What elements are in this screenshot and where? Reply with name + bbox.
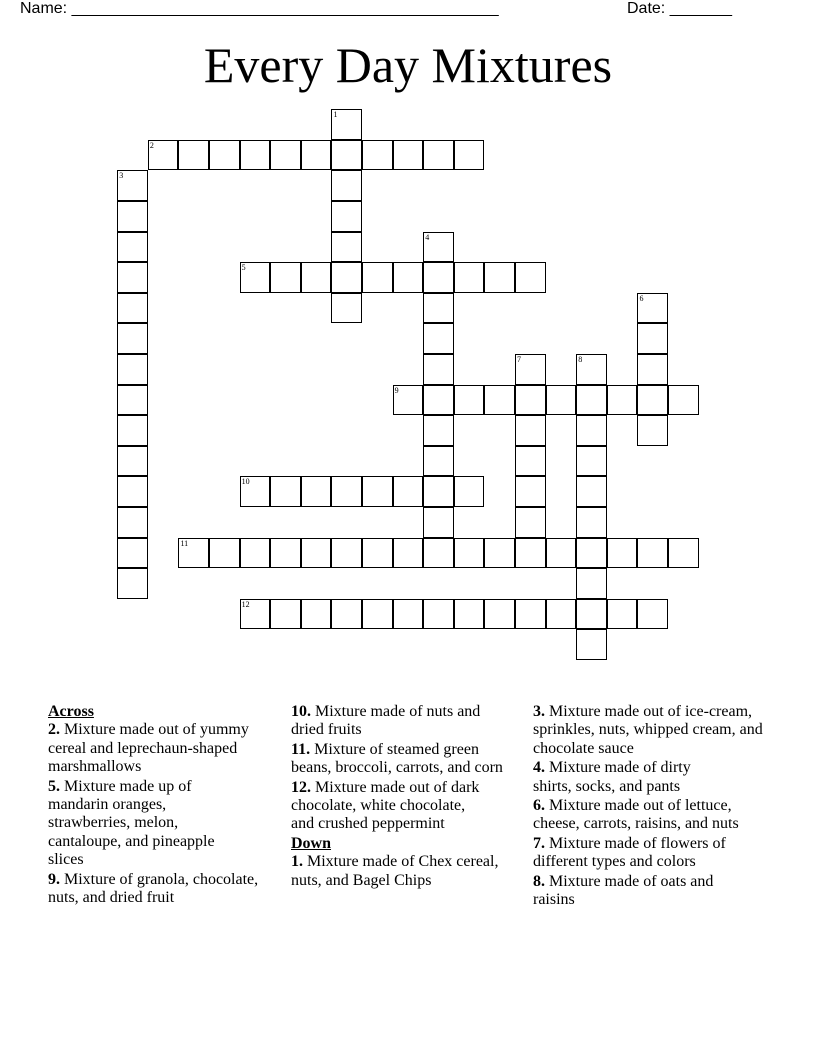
crossword-cell[interactable] <box>270 538 301 569</box>
cell-number: 9 <box>394 385 399 395</box>
crossword-cell[interactable] <box>607 538 638 569</box>
cell-number: 1 <box>333 110 338 120</box>
crossword-cell[interactable] <box>117 568 148 599</box>
crossword-cell[interactable] <box>637 538 668 569</box>
crossword-cell[interactable] <box>240 599 271 630</box>
crossword-cell[interactable] <box>515 385 546 416</box>
crossword-cell[interactable] <box>423 415 454 446</box>
crossword-cell[interactable] <box>393 140 424 171</box>
crossword-cell[interactable] <box>515 507 546 538</box>
crossword-cell[interactable] <box>270 599 301 630</box>
crossword-cell[interactable] <box>331 140 362 171</box>
cell-number: 6 <box>639 293 644 303</box>
crossword-cell[interactable] <box>240 476 271 507</box>
crossword-cell[interactable] <box>270 262 301 293</box>
crossword-cell[interactable] <box>148 140 179 171</box>
crossword-cell[interactable] <box>576 507 607 538</box>
crossword-cell[interactable] <box>301 538 332 569</box>
crossword-cell[interactable] <box>240 140 271 171</box>
crossword-cell[interactable] <box>515 415 546 446</box>
crossword-cell[interactable] <box>362 538 393 569</box>
crossword-cell[interactable] <box>454 599 485 630</box>
crossword-cell[interactable] <box>117 201 148 232</box>
crossword-cell[interactable] <box>423 140 454 171</box>
clue-across-2: 2. Mixture made out of yummy cereal and leprechaun-shaped marshmallows <box>48 721 249 776</box>
clue-across-9: 9. Mixture of granola, chocolate, nuts, and dried fruit <box>48 870 259 907</box>
crossword-cell[interactable] <box>423 476 454 507</box>
crossword-cell[interactable] <box>576 385 607 416</box>
clue-down-6: 6. Mixture made out of lettuce, cheese, carrots, raisins, and nuts <box>533 797 739 833</box>
crossword-cell[interactable] <box>423 354 454 385</box>
cell-number: 10 <box>241 477 250 487</box>
crossword-cell[interactable] <box>331 476 362 507</box>
crossword-cell[interactable] <box>393 538 424 569</box>
crossword-cell[interactable] <box>576 599 607 630</box>
crossword-cell[interactable] <box>637 599 668 630</box>
crossword-cell[interactable] <box>454 476 485 507</box>
crossword-cell[interactable] <box>362 599 393 630</box>
crossword-cell[interactable] <box>117 293 148 324</box>
crossword-cell[interactable] <box>454 385 485 416</box>
crossword-cell[interactable] <box>117 354 148 385</box>
crossword-cell[interactable] <box>393 599 424 630</box>
cell-number: 2 <box>149 140 154 150</box>
crossword-cell[interactable] <box>423 599 454 630</box>
crossword-cell[interactable] <box>117 476 148 507</box>
crossword-cell[interactable] <box>637 415 668 446</box>
crossword-cell[interactable] <box>117 262 148 293</box>
crossword-cell[interactable] <box>607 385 638 416</box>
crossword-cell[interactable] <box>576 568 607 599</box>
down-heading: Down <box>291 834 332 852</box>
crossword-cell[interactable] <box>240 538 271 569</box>
page-title: Every Day Mixtures <box>203 37 613 93</box>
crossword-cell[interactable] <box>209 140 240 171</box>
crossword-cell[interactable] <box>331 599 362 630</box>
clue-across-12: 12. Mixture made out of dark chocolate, white chocolate, and crushed peppermint <box>291 778 480 833</box>
crossword-cell[interactable] <box>546 538 577 569</box>
clues-column-3 <box>533 703 769 910</box>
cell-number: 5 <box>241 263 246 273</box>
crossword-cell[interactable] <box>117 232 148 263</box>
clue-across-10: 10. Mixture made of nuts and dried fruits <box>291 703 481 739</box>
crossword-cell[interactable] <box>576 538 607 569</box>
cell-number: 7 <box>517 355 522 365</box>
crossword-cell[interactable] <box>270 476 301 507</box>
crossword-cell[interactable] <box>117 507 148 538</box>
crossword-cell[interactable] <box>331 262 362 293</box>
clues-column-1 <box>48 703 280 908</box>
crossword-cell[interactable] <box>576 446 607 477</box>
crossword-cell[interactable] <box>117 170 148 201</box>
crossword-cell[interactable] <box>515 354 546 385</box>
crossword-cell[interactable] <box>515 599 546 630</box>
crossword-cell[interactable] <box>637 323 668 354</box>
crossword-cell[interactable] <box>331 232 362 263</box>
crossword-cell[interactable] <box>454 538 485 569</box>
crossword-cell[interactable] <box>240 262 271 293</box>
crossword-cell[interactable] <box>484 599 515 630</box>
crossword-cell[interactable] <box>546 599 577 630</box>
clue-down-4: 4. Mixture made of dirty shirts, socks, and pants <box>533 759 691 795</box>
crossword-cell[interactable] <box>423 385 454 416</box>
crossword-cell[interactable] <box>301 476 332 507</box>
date-field-label: Date: _______ <box>627 0 732 17</box>
crossword-cell[interactable] <box>209 538 240 569</box>
crossword-cell[interactable] <box>423 293 454 324</box>
clue-down-7: 7. Mixture made of flowers of different types and colors <box>533 834 726 871</box>
clue-down-3: 3. Mixture made out of ice-cream, sprinkles, nuts, whipped cream, and chocolate sauce <box>533 703 763 757</box>
cell-number: 12 <box>241 599 250 609</box>
crossword-cell[interactable] <box>423 232 454 263</box>
crossword-cell[interactable] <box>637 293 668 324</box>
crossword-cell[interactable] <box>423 446 454 477</box>
across-heading: Across <box>48 703 94 720</box>
crossword-cell[interactable] <box>362 140 393 171</box>
crossword-cell[interactable] <box>178 140 209 171</box>
crossword-cell[interactable] <box>484 538 515 569</box>
crossword-cell[interactable] <box>362 476 393 507</box>
cell-number: 4 <box>425 232 430 242</box>
crossword-cell[interactable] <box>668 385 699 416</box>
crossword-cell[interactable] <box>117 538 148 569</box>
clues-column-2 <box>291 703 521 891</box>
crossword-cell[interactable] <box>423 507 454 538</box>
crossword-cell[interactable] <box>178 538 209 569</box>
cell-number: 3 <box>119 171 124 181</box>
crossword-cell[interactable] <box>393 262 424 293</box>
clue-across-11: 11. Mixture of steamed green beans, broccoli, carrots, and corn <box>291 740 503 777</box>
cell-number: 8 <box>578 355 583 365</box>
crossword-cell[interactable] <box>331 293 362 324</box>
crossword-cell[interactable] <box>484 385 515 416</box>
crossword-cell[interactable] <box>301 599 332 630</box>
crossword-cell[interactable] <box>576 629 607 660</box>
crossword-cell[interactable] <box>576 354 607 385</box>
crossword-cell[interactable] <box>301 140 332 171</box>
crossword-cell[interactable] <box>117 446 148 477</box>
crossword-cell[interactable] <box>637 354 668 385</box>
cell-number: 11 <box>180 538 189 548</box>
crossword-cell[interactable] <box>301 262 332 293</box>
clue-across-5: 5. Mixture made up of mandarin oranges, strawberries, melon, cantaloupe, and pineapple slices <box>48 777 215 869</box>
crossword-cell[interactable] <box>515 538 546 569</box>
crossword-cell[interactable] <box>454 262 485 293</box>
crossword-cell[interactable] <box>515 446 546 477</box>
crossword-cell[interactable] <box>423 262 454 293</box>
crossword-cell[interactable] <box>607 599 638 630</box>
crossword-cell[interactable] <box>331 538 362 569</box>
crossword-cell[interactable] <box>515 262 546 293</box>
name-field-label: Name: ________________________________________________ <box>20 0 499 17</box>
crossword-cell[interactable] <box>117 323 148 354</box>
crossword-cell[interactable] <box>515 476 546 507</box>
crossword-cell[interactable] <box>393 476 424 507</box>
crossword-cell[interactable] <box>117 415 148 446</box>
crossword-cell[interactable] <box>668 538 699 569</box>
crossword-cell[interactable] <box>546 385 577 416</box>
crossword-cell[interactable] <box>270 140 301 171</box>
crossword-cell[interactable] <box>362 262 393 293</box>
crossword-cell[interactable] <box>117 385 148 416</box>
crossword-cell[interactable] <box>423 538 454 569</box>
crossword-cell[interactable] <box>331 109 362 140</box>
clue-down-8: 8. Mixture made of oats and raisins <box>533 872 714 909</box>
crossword-cell[interactable] <box>576 476 607 507</box>
crossword-cell[interactable] <box>454 140 485 171</box>
crossword-cell[interactable] <box>423 323 454 354</box>
crossword-cell[interactable] <box>331 201 362 232</box>
crossword-cell[interactable] <box>484 262 515 293</box>
crossword-cell[interactable] <box>393 385 424 416</box>
crossword-cell[interactable] <box>637 385 668 416</box>
crossword-cell[interactable] <box>576 415 607 446</box>
clue-down-1: 1. Mixture made of Chex cereal, nuts, and Bagel Chips <box>291 853 499 889</box>
crossword-cell[interactable] <box>331 170 362 201</box>
